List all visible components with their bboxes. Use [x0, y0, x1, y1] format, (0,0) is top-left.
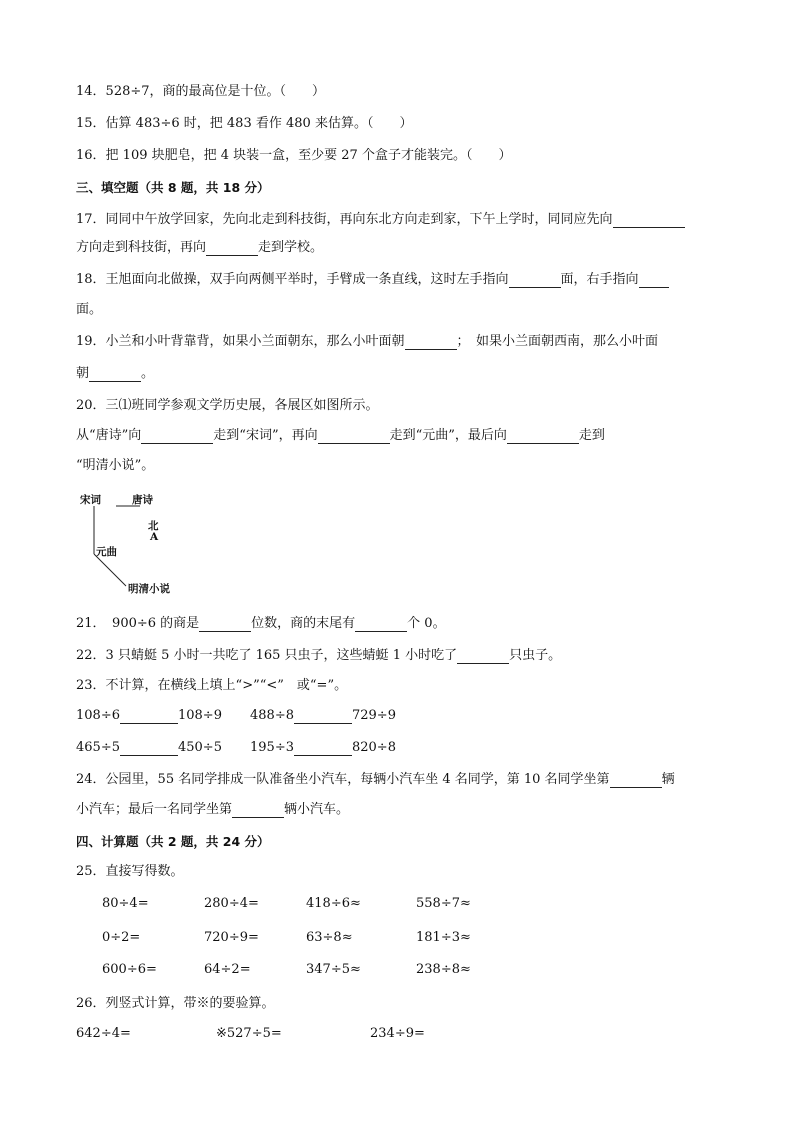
- answer-blank[interactable]: [294, 710, 352, 724]
- question-24-text3: 小汽车；最后一名同学坐第: [76, 802, 233, 817]
- mental-item: 600÷6=: [102, 962, 157, 977]
- compare-left: 195÷3: [250, 740, 294, 755]
- question-22: [76, 648, 561, 664]
- answer-blank[interactable]: [89, 368, 141, 382]
- question-24-line2: [76, 802, 349, 818]
- label-ming: 明清小说: [128, 583, 170, 595]
- question-21: [76, 616, 446, 632]
- north-arrow-icon: A: [150, 531, 159, 543]
- question-17-line1: [76, 212, 685, 228]
- answer-blank[interactable]: [318, 430, 390, 444]
- compare-item: [250, 708, 396, 724]
- question-19-text: 19．小兰和小叶背靠背，如果小兰面朝东，那么小叶面朝: [76, 334, 405, 349]
- question-24-text4: 辆小汽车。: [284, 802, 350, 817]
- mental-item: 347÷5≈: [306, 962, 361, 977]
- question-18-text2: 面，右手指向: [560, 272, 639, 287]
- mental-item: 181÷3≈: [416, 930, 471, 945]
- question-17-text3: 走到学校。: [258, 240, 324, 255]
- question-17-text: 17．同同中午放学回家，先向北走到科技街，再向东北方向走到家，下午上学时，同同应先向: [76, 212, 613, 227]
- question-20-line1: 20．三⑴班同学参观文学历史展，各展区如图所示。: [76, 398, 379, 413]
- question-20-text3: 走到“元曲”，最后向: [389, 428, 507, 443]
- question-19-text4: 。: [141, 366, 155, 381]
- question-23: 23．不计算，在横线上填上“>”“<” 或“=”。: [76, 678, 348, 693]
- question-20-line3: “明清小说”。: [76, 458, 155, 473]
- question-25: 25．直接写得数。: [76, 864, 184, 879]
- answer-blank[interactable]: [613, 214, 685, 228]
- question-21-text2: 位数，商的末尾有: [251, 616, 356, 631]
- label-yuan: 元曲: [96, 546, 117, 558]
- answer-blank[interactable]: [206, 242, 258, 256]
- question-14: 14．528÷7，商的最高位是十位。（ ）: [76, 84, 326, 99]
- question-24-line1: [76, 772, 675, 788]
- exhibit-map-diagram: [76, 488, 216, 598]
- answer-blank[interactable]: [405, 336, 457, 350]
- question-22-text: 22．3 只蜻蜓 5 小时一共吃了 165 只虫子，这些蜻蜓 1 小时吃了: [76, 648, 458, 663]
- section-3-heading: 三、填空题（共 8 题，共 18 分）: [76, 180, 270, 195]
- question-16: 16．把 109 块肥皂，把 4 块装一盒，至少要 27 个盒子才能装完。（ ）: [76, 148, 512, 163]
- answer-blank[interactable]: [120, 710, 178, 724]
- answer-blank[interactable]: [610, 774, 662, 788]
- answer-blank[interactable]: [639, 274, 669, 288]
- question-18-line2: 面。: [76, 302, 103, 317]
- answer-blank[interactable]: [199, 618, 251, 632]
- compare-left: 488÷8: [250, 708, 294, 723]
- answer-blank[interactable]: [457, 650, 509, 664]
- question-20-text2: 走到“宋词”，再向: [213, 428, 318, 443]
- answer-blank[interactable]: [507, 430, 579, 444]
- compare-item: [250, 740, 396, 756]
- question-26: 26．列竖式计算，带※的要验算。: [76, 996, 275, 1011]
- label-tang: 唐诗: [132, 494, 153, 506]
- question-20-line2: [76, 428, 605, 444]
- question-21-text3: 个 0。: [407, 616, 446, 631]
- question-24-text: 24．公园里，55 名同学排成一队准备坐小汽车，每辆小汽车坐 4 名同学，第 10 名同学坐第: [76, 772, 610, 787]
- question-19-line2: [76, 366, 154, 382]
- mental-item: 558÷7≈: [416, 896, 471, 911]
- question-15: 15．估算 483÷6 时，把 483 看作 480 来估算。（ ）: [76, 116, 413, 131]
- answer-blank[interactable]: [294, 742, 352, 756]
- compare-right: 820÷8: [351, 740, 396, 755]
- compare-right: 108÷9: [177, 708, 222, 723]
- answer-blank[interactable]: [232, 804, 284, 818]
- answer-blank[interactable]: [355, 618, 407, 632]
- vertical-item: ※527÷5=: [216, 1026, 282, 1041]
- mental-item: 0÷2=: [102, 930, 141, 945]
- compare-item: [76, 740, 222, 756]
- question-19-line1: [76, 334, 658, 350]
- mental-item: 63÷8≈: [306, 930, 353, 945]
- question-18-text: 18．王旭面向北做操，双手向两侧平举时，手臂成一条直线，这时左手指向: [76, 272, 509, 287]
- question-18-line1: [76, 272, 669, 288]
- answer-blank[interactable]: [141, 430, 213, 444]
- question-24-text2: 辆: [661, 772, 675, 787]
- compare-item: [76, 708, 222, 724]
- mental-item: 80÷4=: [102, 896, 149, 911]
- question-22-text2: 只虫子。: [509, 648, 562, 663]
- compare-right: 729÷9: [351, 708, 396, 723]
- mental-item: 720÷9=: [204, 930, 259, 945]
- label-song: 宋词: [80, 494, 101, 506]
- vertical-item: 642÷4=: [76, 1026, 131, 1041]
- answer-blank[interactable]: [509, 274, 561, 288]
- question-19-text2: ； 如果小兰面朝西南，那么小叶面: [456, 334, 659, 349]
- mental-item: 280÷4=: [204, 896, 259, 911]
- question-19-text3: 朝: [76, 366, 90, 381]
- mental-item: 418÷6≈: [306, 896, 361, 911]
- mental-item: 64÷2=: [204, 962, 251, 977]
- mental-item: 238÷8≈: [416, 962, 471, 977]
- north-label: 北: [148, 520, 159, 532]
- question-17-text2: 方向走到科技街，再向: [76, 240, 207, 255]
- question-20-text4: 走到: [578, 428, 605, 443]
- question-20-text: 从“唐诗”向: [76, 428, 142, 443]
- compare-left: 108÷6: [76, 708, 120, 723]
- compare-right: 450÷5: [177, 740, 222, 755]
- question-21-text: 21． 900÷6 的商是: [76, 616, 200, 631]
- section-4-heading: 四、计算题（共 2 题，共 24 分）: [76, 834, 270, 849]
- question-17-line2: [76, 240, 323, 256]
- vertical-item: 234÷9=: [370, 1026, 425, 1041]
- answer-blank[interactable]: [120, 742, 178, 756]
- compare-left: 465÷5: [76, 740, 120, 755]
